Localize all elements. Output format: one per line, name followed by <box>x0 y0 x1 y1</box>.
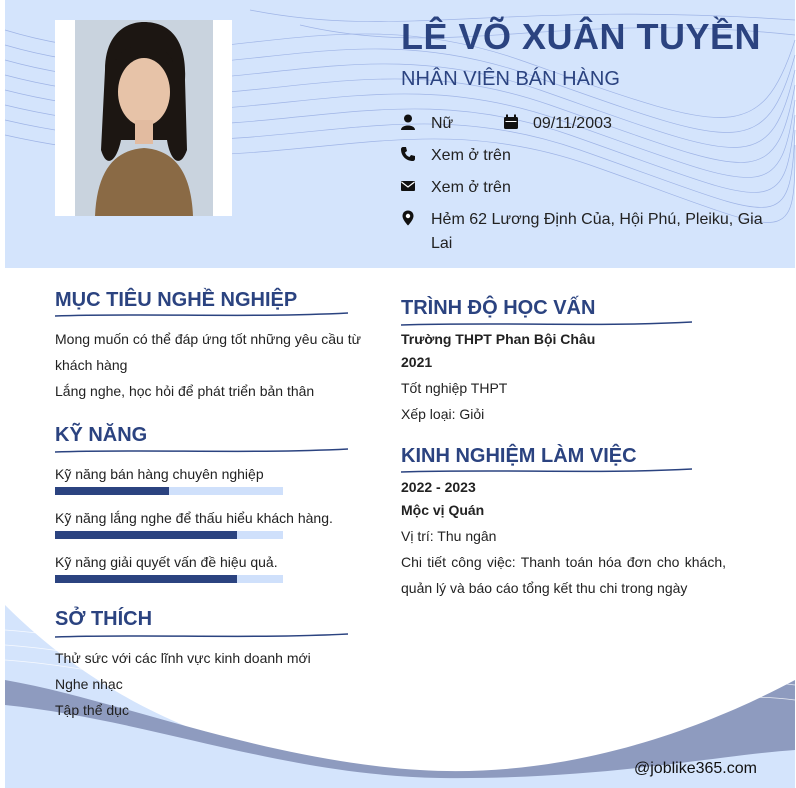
education-school: Trường THPT Phan Bội Châu <box>401 331 596 347</box>
candidate-role: NHÂN VIÊN BÁN HÀNG <box>401 68 620 90</box>
skill-label-2: Kỹ năng lắng nghe để thấu hiểu khách hàng. <box>55 510 333 526</box>
experience-period: 2022 - 2023 <box>401 479 476 495</box>
skill-bar-fill-1 <box>55 487 169 495</box>
education-grade: Xếp loại: Giỏi <box>401 406 485 422</box>
email-value: Xem ở trên <box>431 179 511 196</box>
candidate-name: LÊ VÕ XUÂN TUYỀN <box>401 16 762 57</box>
objective-line-3: Lắng nghe, học hỏi để phát triển bản thân <box>55 383 315 399</box>
hobby-item-1: Thử sức với các lĩnh vực kinh doanh mới <box>55 650 311 666</box>
objective-line-1: Mong muốn có thể đáp ứng tốt những yêu cầu từ <box>55 331 361 347</box>
experience-detail-line-2: quản lý và báo cáo tổng kết thu chi trong ngày <box>401 580 688 596</box>
experience-detail-line-1: Chi tiết công việc: Thanh toán hóa đơn cho khách, <box>401 554 726 570</box>
objective-title: MỤC TIÊU NGHỀ NGHIỆP <box>55 289 298 311</box>
education-year: 2021 <box>401 354 433 370</box>
birthdate-value: 09/11/2003 <box>533 115 612 132</box>
hobbies-title: SỞ THÍCH <box>55 608 153 630</box>
address-line-2: Lai <box>431 235 453 252</box>
experience-title: KINH NGHIỆM LÀM VIỆC <box>401 445 637 467</box>
experience-position: Vị trí: Thu ngân <box>401 528 497 544</box>
hobby-item-2: Nghe nhạc <box>55 676 123 692</box>
skills-title: KỸ NĂNG <box>55 424 148 446</box>
skill-bar-2 <box>55 531 283 539</box>
skill-label-3: Kỹ năng giải quyết vấn đề hiệu quả. <box>55 554 278 570</box>
skill-bar-3 <box>55 575 283 583</box>
education-title: TRÌNH ĐỘ HỌC VẤN <box>401 297 596 319</box>
skill-bar-1 <box>55 487 283 495</box>
experience-company: Mộc vị Quán <box>401 502 485 518</box>
skill-bar-fill-3 <box>55 575 237 583</box>
phone-value: Xem ở trên <box>431 147 511 164</box>
skill-bar-fill-2 <box>55 531 237 539</box>
hobby-item-3: Tập thể dục <box>55 702 129 718</box>
objective-line-2: khách hàng <box>55 357 128 373</box>
watermark-text: @joblike365.com <box>634 760 757 777</box>
education-detail: Tốt nghiệp THPT <box>401 380 508 396</box>
skill-label-1: Kỹ năng bán hàng chuyên nghiệp <box>55 466 264 482</box>
address-line-1: Hẻm 62 Lương Định Của, Hội Phú, Pleiku, Gia <box>431 211 763 228</box>
gender-value: Nữ <box>431 115 454 132</box>
